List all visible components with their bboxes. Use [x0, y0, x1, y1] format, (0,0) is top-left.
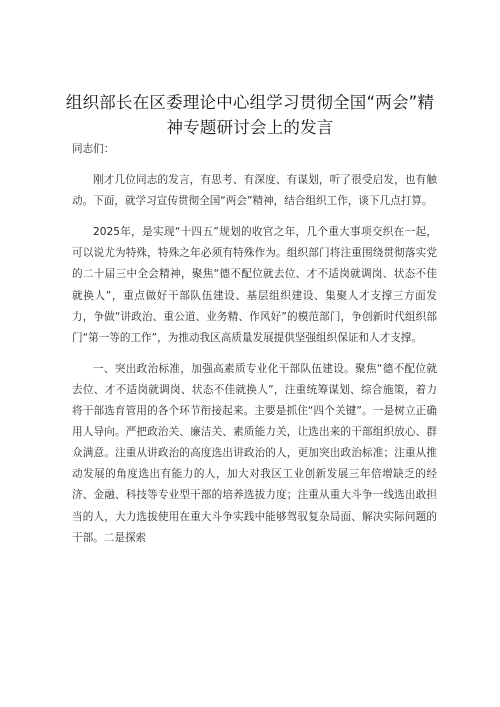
paragraph-2: 2025年，是实现“十四五”规划的收官之年，几个重大事项交织在一起，可以说尤为特殊，特殊之年必须有特殊作为。组织部门将注重围绕贯彻落实党的二十届三中全会精神，聚焦“德不配位就去位、才不适岗就调岗、状态不佳就换人”，重点做好干部队伍建设、基层组织建设、集聚人才支撑三方面发力，争做“讲政治、重公道、业务精、作风好”的模范部门，争创新时代组织部门“第一等的工作”，为推动我区高质量发展提供坚强组织保证和人才支撑。: [72, 226, 437, 344]
document-body: [72, 139, 437, 559]
salutation: 同志们：: [72, 143, 115, 155]
paragraph-3: 一、突出政治标准，加强高素质专业化干部队伍建设。聚焦“德不配位就去位、才不适岗就调岗、状态不佳就换人”，注重统筹谋划、综合施策，着力将干部选育管用的各个环节衔接起来。主要是抓住“四个关键”。一是树立正确用人导向。严把政治关、廉洁关、素质能力关，让选出来的干部组织放心、群众满意。注重从讲政治的高度选出讲政治的人，更加突出政治标准；注重从推动发展的角度选出有能力的人，加大对我区工业创新发展三年倍增缺乏的经济、金融、科技等专业型干部的培养选拔力度；注重从重大斗争一线选出敢担当的人，大力选拔使用在重大斗争实践中能够驾驭复杂局面、解决实际问题的干部。二是探索: [72, 362, 437, 544]
paragraph-1: 刚才几位同志的发言，有思考、有深度、有谋划，听了很受启发，也有触动。下面，就学习宣传贯彻全国“两会”精神，结合组织工作，谈下几点打算。: [72, 174, 437, 208]
document-title: 组织部长在区委理论中心组学习贯彻全国“两会”精神专题研讨会上的发言: [65, 93, 435, 137]
